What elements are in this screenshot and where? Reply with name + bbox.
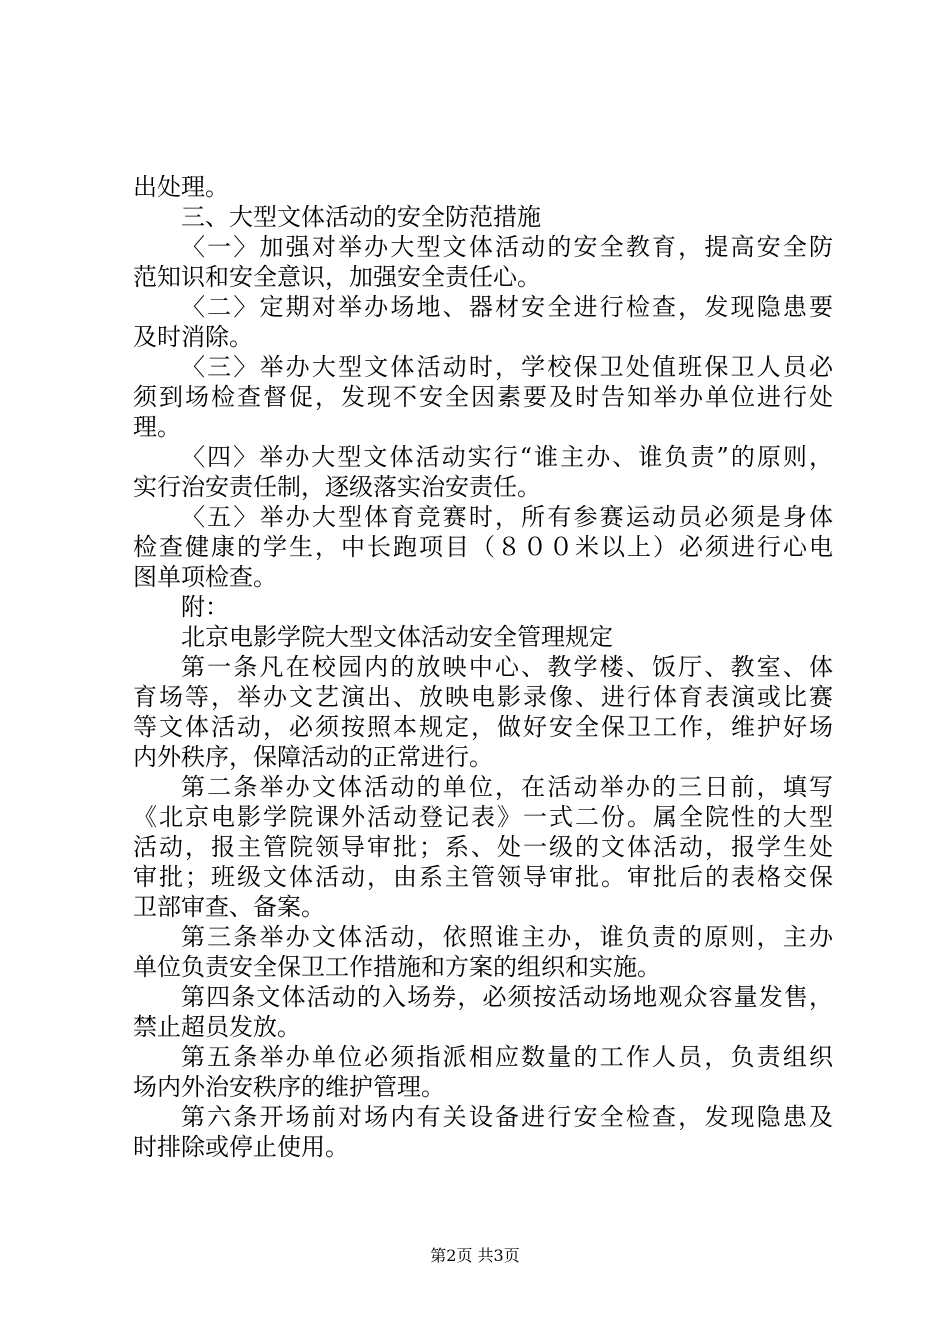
text-line: 单位负责安全保卫工作措施和方案的组织和实施。 [133,953,661,981]
text-line: 育场等，举办文艺演出、放映电影录像、进行体育表演或比赛 [133,683,833,711]
text-line: 〈四〉举办大型文体活动实行“谁主办、谁负责”的原则， [181,443,833,471]
text-line: 时排除或停止使用。 [133,1133,349,1161]
text-line: 禁止超员发放。 [133,1013,301,1041]
text-line: 第一条凡在校园内的放映中心、教学楼、饭厅、教室、体 [181,653,833,681]
text-line: 第四条文体活动的入场券，必须按活动场地观众容量发售， [181,983,833,1011]
text-line: 北京电影学院大型文体活动安全管理规定 [181,623,613,651]
text-line: 理。 [133,413,181,441]
text-line: 审批；班级文体活动，由系主管领导审批。审批后的表格交保 [133,863,833,891]
text-line: 实行治安责任制，逐级落实治安责任。 [133,473,541,501]
text-line: 等文体活动，必须按照本规定，做好安全保卫工作，维护好场 [133,713,833,741]
text-line: 内外秩序，保障活动的正常进行。 [133,743,493,771]
text-line: 活动，报主管院领导审批；系、处一级的文体活动，报学生处 [133,833,833,861]
text-line: 〈五〉举办大型体育竞赛时，所有参赛运动员必须是身体 [181,503,833,531]
text-line: 〈一〉加强对举办大型文体活动的安全教育，提高安全防 [181,233,833,261]
text-line: 须到场检查督促，发现不安全因素要及时告知举办单位进行处 [133,383,833,411]
text-line: 三、大型文体活动的安全防范措施 [181,203,541,231]
text-line: 附： [181,593,229,621]
text-line: 〈三〉举办大型文体活动时，学校保卫处值班保卫人员必 [181,353,833,381]
text-line: 〈二〉定期对举办场地、器材安全进行检查，发现隐患要 [181,293,833,321]
text-line: 第二条举办文体活动的单位，在活动举办的三日前，填写 [181,773,833,801]
text-line: 第五条举办单位必须指派相应数量的工作人员，负责组织 [181,1043,833,1071]
text-line: 第三条举办文体活动，依照谁主办，谁负责的原则，主办 [181,923,833,951]
text-line: 出处理。 [133,173,229,201]
text-line: 《北京电影学院课外活动登记表》一式二份。属全院性的大型 [133,803,833,831]
text-line: 场内外治安秩序的维护管理。 [133,1073,445,1101]
text-line: 卫部审查、备案。 [133,893,325,921]
text-line: 范知识和安全意识，加强安全责任心。 [133,263,541,291]
document-body [133,172,833,1162]
page-footer: 第2页 共3页 [430,1246,520,1265]
text-line: 第六条开场前对场内有关设备进行安全检查，发现隐患及 [181,1103,833,1131]
text-line: 检查健康的学生，中长跑项目（８００米以上）必须进行心电 [133,533,833,561]
text-line: 及时消除。 [133,323,253,351]
text-line: 图单项检查。 [133,563,277,591]
